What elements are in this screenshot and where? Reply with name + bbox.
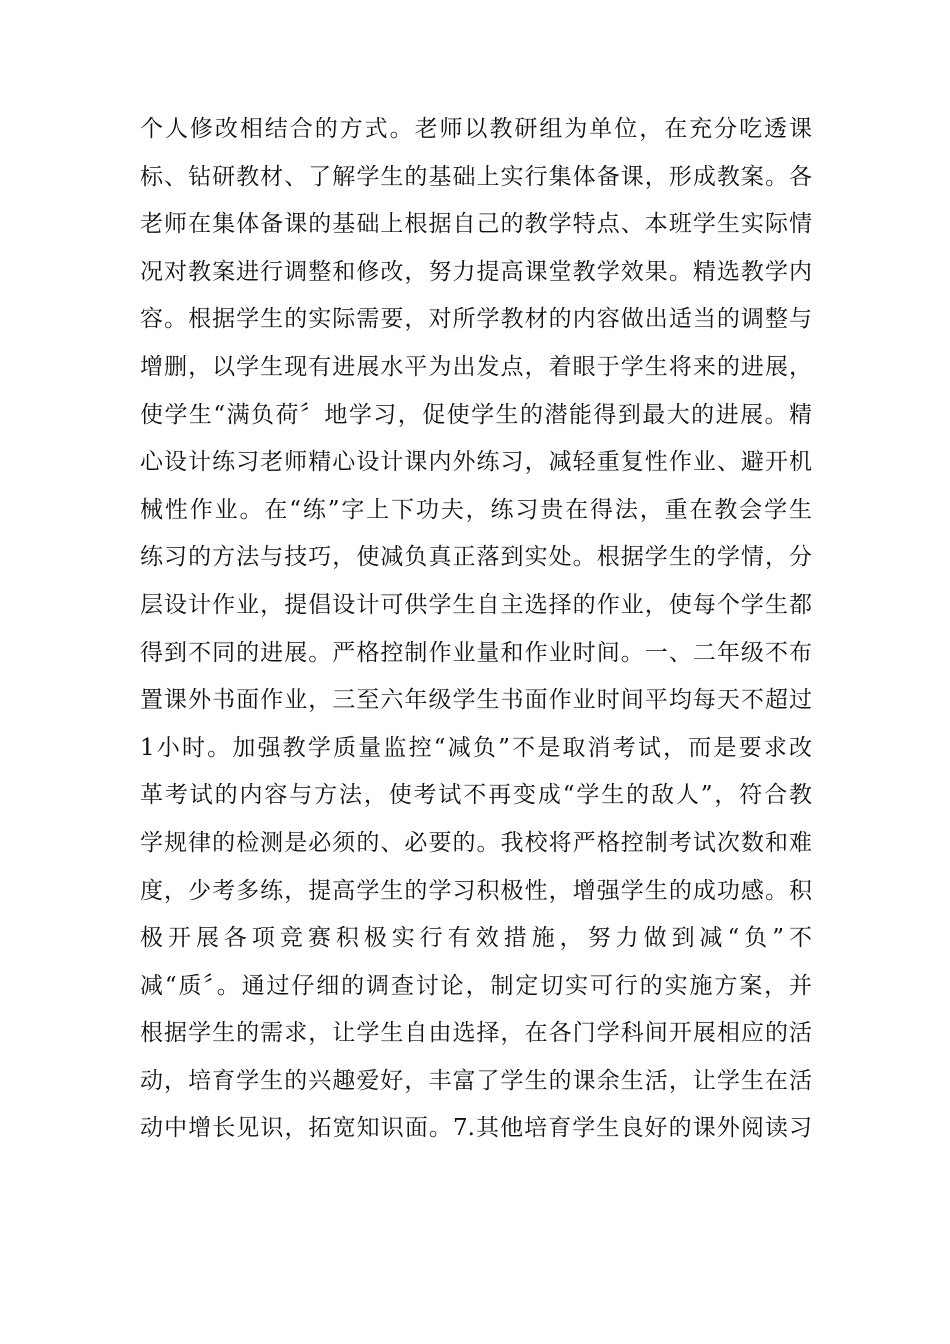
text-line: 标、钻研教材、了解学生的基础上实行集体备课，形成教案。各: [140, 163, 812, 190]
text-line: 学规律的检测是必须的、必要的。我校将严格控制考试次数和难: [140, 829, 812, 856]
text-line: 增删，以学生现有进展水平为出发点，着眼于学生将来的进展，: [140, 353, 812, 380]
text-line: 革考试的内容与方法，使考试不再变成“学生的敌人”，符合教: [140, 782, 812, 809]
text-line: 个人修改相结合的方式。老师以教研组为单位，在充分吃透课: [140, 116, 812, 142]
text-line: 得到不同的进展。严格控制作业量和作业时间。一、二年级不布: [140, 639, 812, 666]
text-line: 极开展各项竞赛积极实行有效措施，努力做到减“负”不: [140, 925, 812, 952]
text-line: 动，培育学生的兴趣爱好，丰富了学生的课余生活，让学生在活: [140, 1067, 812, 1094]
text-line: 层设计作业，提倡设计可供学生自主选择的作业，使每个学生都: [140, 591, 812, 618]
text-line: 心设计练习老师精心设计课内外练习，减轻重复性作业、避开机: [140, 449, 812, 476]
text-line: 使学生“满负荷〞地学习，促使学生的潜能得到最大的进展。精: [140, 401, 812, 428]
text-line: 械性作业。在“练”字上下功夫，练习贵在得法，重在教会学生: [140, 496, 812, 523]
body-text: [140, 106, 812, 1153]
text-line: 动中增长见识，拓宽知识面。7.其他培育学生良好的课外阅读习: [140, 1115, 812, 1142]
text-line: 根据学生的需求，让学生自由选择，在各门学科间开展相应的活: [140, 1020, 812, 1047]
text-line: 置课外书面作业，三至六年级学生书面作业时间平均每天不超过: [140, 687, 812, 714]
text-line: 度，少考多练，提高学生的学习积极性，增强学生的成功感。积: [140, 877, 812, 904]
text-line: 减“质〞。通过仔细的调查讨论，制定切实可行的实施方案，并: [140, 972, 812, 999]
text-line: 1小时。加强教学质量监控“减负”不是取消考试，而是要求改: [140, 734, 812, 761]
text-line: 况对教案进行调整和修改，努力提高课堂教学效果。精选教学内: [140, 258, 812, 285]
text-line: 老师在集体备课的基础上根据自己的教学特点、本班学生实际情: [140, 211, 812, 238]
text-line: 容。根据学生的实际需要，对所学教材的内容做出适当的调整与: [140, 306, 812, 333]
text-line: 练习的方法与技巧，使减负真正落到实处。根据学生的学情，分: [140, 544, 812, 571]
